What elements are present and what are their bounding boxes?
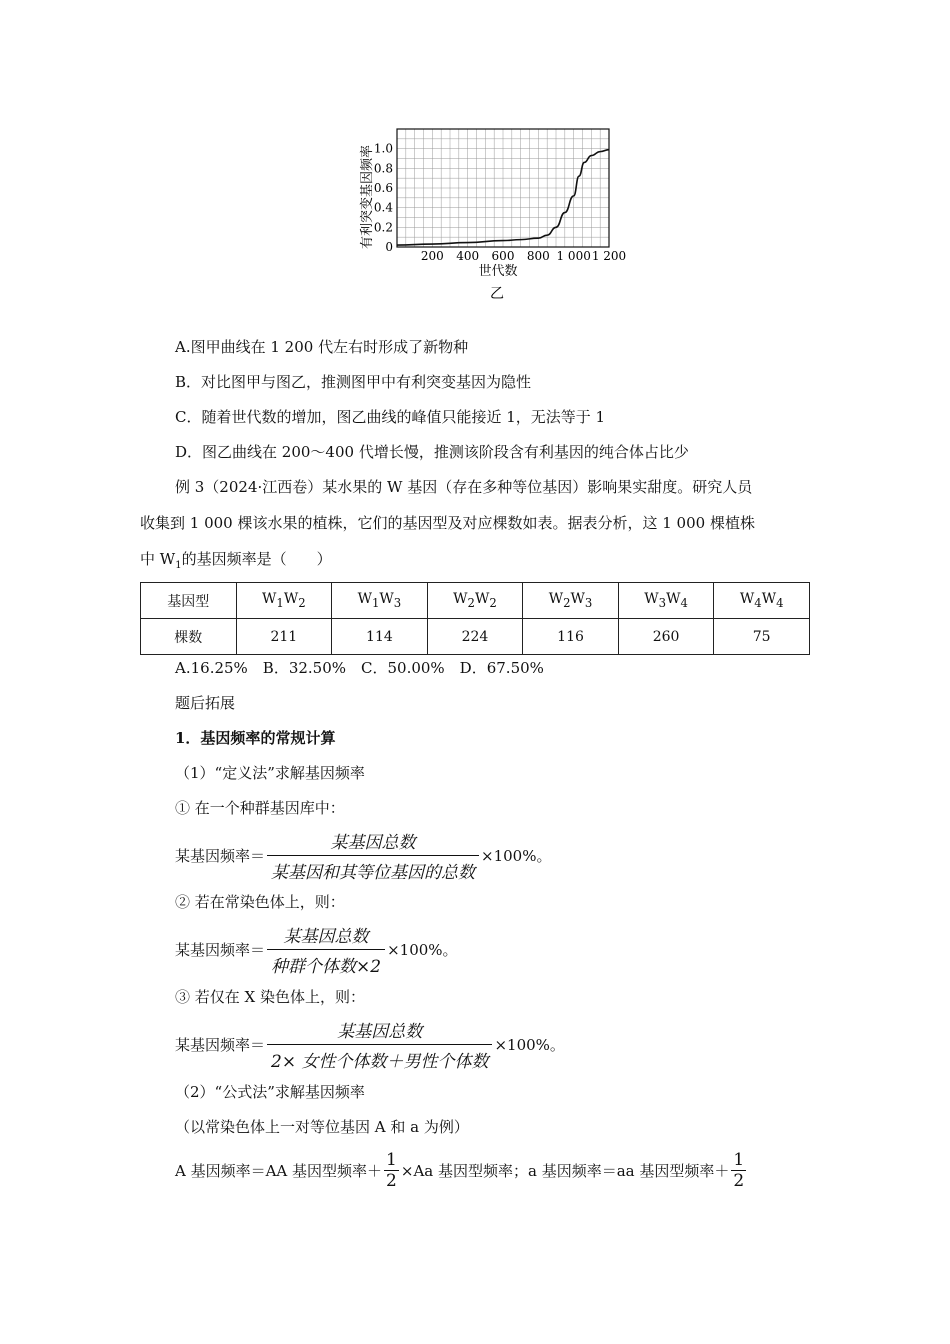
y-tick-label: 0.6 — [373, 181, 393, 195]
option-a: A.图甲曲线在 1 200 代左右时形成了新物种 — [175, 338, 469, 356]
chart-caption: 乙 — [490, 286, 504, 302]
formula-note: （以常染色体上一对等位基因 A 和 a 为例） — [175, 1118, 469, 1136]
y-axis-label: 有利突变基因频率 — [360, 144, 375, 250]
subheading-formula: （2）“公式法”求解基因频率 — [175, 1083, 365, 1101]
option-c: C．随着世代数的增加，图乙曲线的峰值只能接近 1，无法等于 1 — [175, 408, 606, 426]
genotype-cell: $W_4W_4$ — [714, 583, 810, 619]
genotype-cell: $W_1W_3$ — [332, 583, 428, 619]
y-tick-label: 0.8 — [373, 161, 393, 176]
gene-frequency-chart — [0, 0, 950, 310]
example3-line3: 中 $W_1$的基因频率是（ ） — [140, 550, 332, 571]
example3-line2: 收集到 1 000 棵该水果的植株，它们的基因型及对应棵数如表。据表分析，这 1 000 棵植株 — [140, 514, 755, 532]
y-tick-label: 0.4 — [373, 200, 393, 215]
option-d: D．图乙曲线在 200～400 代增长慢，推测该阶段含有利基因的纯合体占比少 — [175, 443, 689, 461]
answer-choices: A.16.25% B．32.50% C．50.00% D．67.50% — [175, 659, 544, 677]
count-cell: 224 — [427, 619, 523, 655]
genotype-cell: $W_2W_3$ — [523, 583, 619, 619]
example3-line1: 例 3（2024·江西卷）某水果的 W 基因（存在多种等位基因）影响果实甜度。研究人员 — [175, 478, 753, 496]
genotype-cell: $W_1W_2$ — [236, 583, 332, 619]
case-1: ① 在一个种群基因库中： — [175, 799, 345, 817]
case-3: ③ 若仅在 X 染色体上，则： — [175, 988, 365, 1006]
formula-2: 某基因频率＝ $\frac{\text{某基因总数}}{\text{种群个体数×2}}$ ×100%。 — [175, 927, 458, 977]
subheading-definition: （1）“定义法”求解基因频率 — [175, 764, 365, 782]
count-cell: 75 — [714, 619, 810, 655]
x-tick-label: 1 200 — [591, 249, 627, 263]
row-label-count: 棵数 — [141, 619, 237, 655]
y-tick-label: 0.2 — [373, 220, 393, 235]
formula-allele: A 基因频率＝AA 基因型频率＋ $\frac{1}{2}$ ×Aa 基因型频率；a 基因频率＝aa 基因型频率＋ 1 2 — [175, 1150, 745, 1191]
count-cell: 260 — [618, 619, 714, 655]
count-cell: 114 — [332, 619, 428, 655]
x-axis-label: 世代数 — [478, 264, 518, 279]
x-tick-label: 800 — [526, 249, 550, 263]
section-title: 题后拓展 — [175, 694, 236, 712]
formula-1: 某基因频率＝ $\frac{\text{某基因总数}}{\text{某基因和其等位基因的总数}}$ ×100%。 — [175, 833, 552, 883]
y-tick-label: 0 — [385, 240, 393, 254]
genotype-cell: $W_3W_4$ — [618, 583, 714, 619]
count-cell: 116 — [523, 619, 619, 655]
count-cell: 211 — [236, 619, 332, 655]
x-tick-label: 600 — [491, 249, 515, 263]
option-b: B．对比图甲与图乙，推测图甲中有利突变基因为隐性 — [175, 373, 532, 391]
table-row-genotype — [141, 583, 810, 619]
x-tick-label: 200 — [420, 249, 444, 263]
genotype-cell: $W_2W_2$ — [427, 583, 523, 619]
chart-grid — [397, 129, 609, 247]
formula-3: 某基因频率＝ $\frac{\text{某基因总数}}{\text{2× 女性个体数＋男性个体数}}$ ×100%。 — [175, 1022, 565, 1072]
case-2: ② 若在常染色体上，则： — [175, 893, 345, 911]
x-tick-label: 400 — [456, 249, 480, 263]
x-tick-label: 1 000 — [556, 249, 591, 263]
heading-1: 1．基因频率的常规计算 — [175, 729, 336, 747]
y-tick-label: 1.0 — [373, 141, 393, 156]
genotype-table — [140, 582, 810, 655]
row-label-genotype: 基因型 — [141, 583, 237, 619]
table-row-count — [141, 619, 810, 655]
